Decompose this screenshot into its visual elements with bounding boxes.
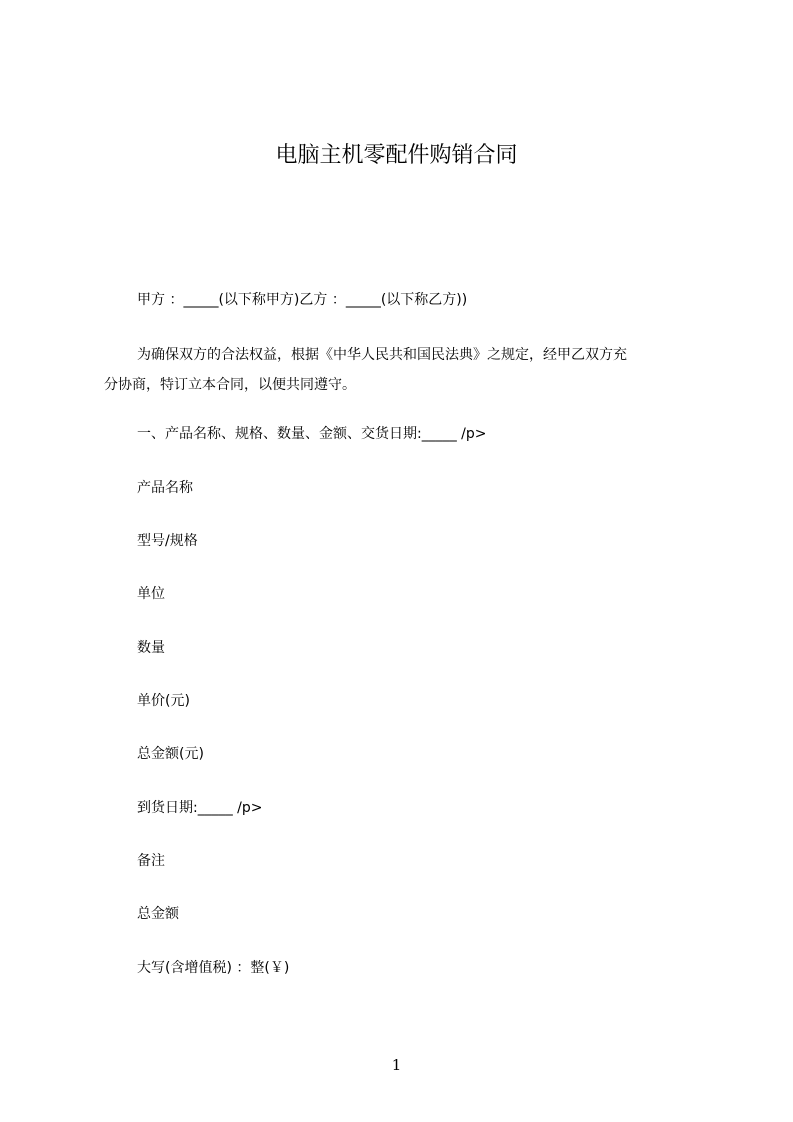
field-total-amount: 总金额 (137, 906, 179, 922)
page-number: 1 (391, 1056, 402, 1074)
field-amount-in-words: 大写(含增值税) ：整(￥) (137, 960, 290, 976)
document-title: 电脑主机零配件购销合同 (275, 143, 518, 168)
field-product-name: 产品名称 (137, 480, 193, 496)
section-1-heading: 一、产品名称、规格、数量、金额、交货日期:_____ /p> (137, 426, 487, 442)
preamble-paragraph (104, 340, 702, 400)
field-unit-price: 单价(元) (137, 693, 190, 709)
parties-line: 甲方 ：_____(以下称甲方)乙方 ：_____(以下称乙方)) (137, 292, 468, 308)
preamble-line-1: 为确保双方的合法权益，根据《中华人民共和国民法典》之规定，经甲乙双方充 (137, 347, 627, 363)
preamble-line-2: 分协商，特订立本合同，以便共同遵守。 (104, 377, 356, 393)
field-delivery-date: 到货日期:_____ /p> (137, 800, 263, 816)
field-total-amount-yuan: 总金额(元) (137, 746, 204, 762)
field-remarks: 备注 (137, 853, 165, 869)
field-quantity: 数量 (137, 640, 165, 656)
field-model-spec: 型号/规格 (137, 533, 198, 549)
field-unit: 单位 (137, 586, 165, 602)
